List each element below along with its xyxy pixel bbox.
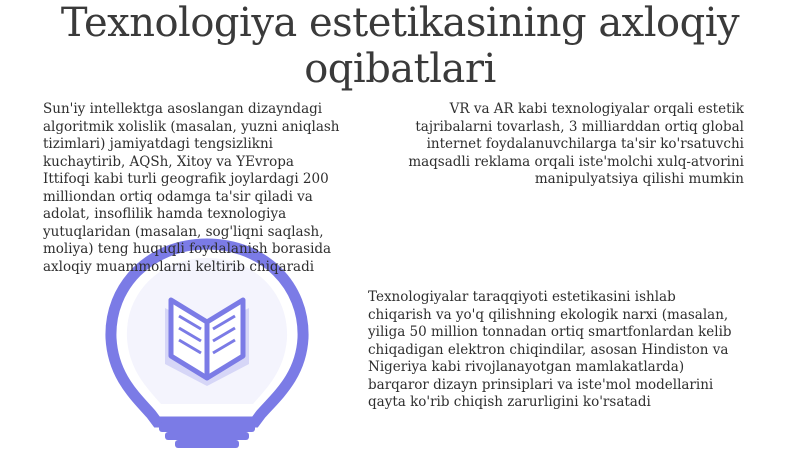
text-block-commodification: VR va AR kabi texnologiyalar orqali estetik tajribalarni tovarlash, 3 milliarddan ortiq global internet foydalanuvchilarga ta'sir ko'rsatuvchi maqsadli reklama orqali iste'molchi xulq-atvorini manipulyatsiya qilishi mumkin — [408, 101, 744, 187]
text-block-algorithmic-bias: Sun'iy intellektga asoslangan dizayndagi algoritmik xolislik (masalan, yuzni aniqlash tizimlari) jamiyatdagi tengsizlikni kuchaytirib, AQSh, Xitoy va YEvropa Ittifoqi kabi turli geografik joylardagi 200 milliondan ortiq odamga ta'sir qiladi va adolat, insoflilik hamda texnologiya yutuqlaridan (masalan, sog'liqni saqlash, moliya) teng huquqli foydalanish borasida axloqiy muammolarni keltirib chiqaradi — [43, 101, 340, 275]
slide-title: Texnologiya estetikasining axloqiy oqibatlari — [60, 0, 740, 92]
bulb-base — [159, 422, 255, 448]
text-block-ecological-cost: Texnologiyalar taraqqiyoti estetikasini ishlab chiqarish va yo'q qilishning ekologik narxi (masalan, yiliga 50 million tonnadan ortiq smartfonlardan kelib chiqadigan elektron chiqindilar, asosan Hindiston va Nigeriya kabi rivojlanayotgan mamlakatlarda) barqaror dizayn prinsiplari va iste'mol modellarini qayta ko'rib chiqish zarurligini ko'rsatadi — [368, 289, 732, 410]
